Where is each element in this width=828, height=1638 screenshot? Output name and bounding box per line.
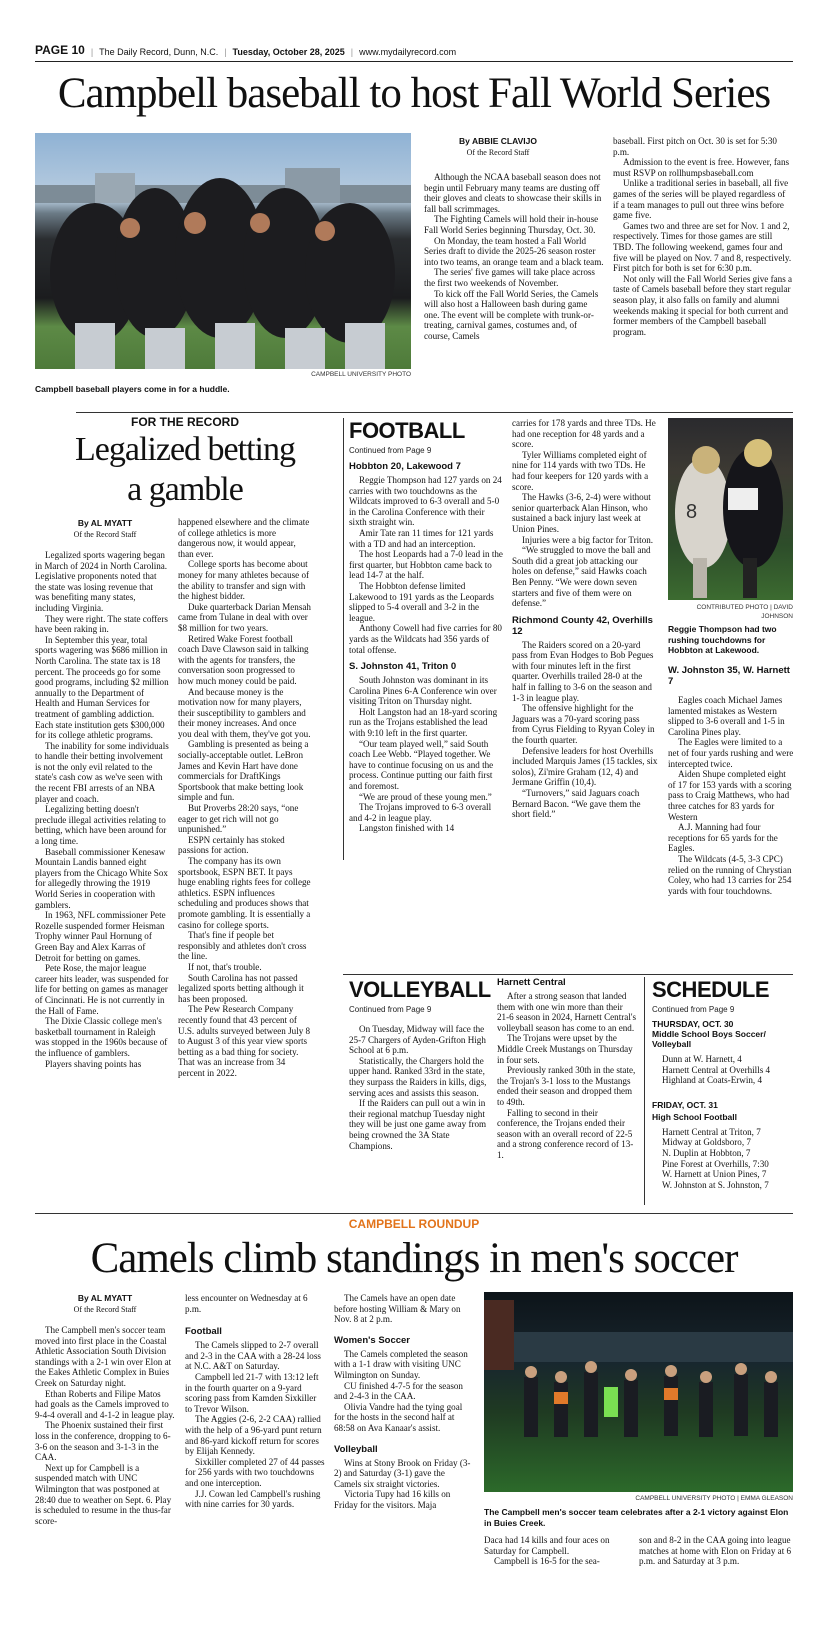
- schedule-game: W. Harnett at Union Pines, 7: [662, 1169, 767, 1180]
- volleyball-harnett-head: Harnett Central: [497, 977, 566, 988]
- betting-headline-line1: Legalized betting: [75, 431, 295, 468]
- schedule-game: Harnett Central at Triton, 7: [662, 1126, 761, 1137]
- divider: [76, 412, 793, 413]
- svg-text:8: 8: [686, 501, 698, 523]
- soccer-football-head: Football: [185, 1326, 222, 1338]
- football-photo-credit: CONTRIBUTED PHOTO | DAVID JOHNSON: [696, 604, 793, 620]
- betting-col1: Legalized sports wagering began in March of 2024 in North Carolina. Legislative proponents noted that the state was losing revenue that was benefiting many states, including Virginia. They were right. The state coffers have been raking in. In September this year, total sports wagering was $686 million in North Carolina. The state tax is 18 percent. The proceeds go for some good programs, including $2 million annually to the Department of Health and Human Services for treatment of gambling addiction. Each state institution gets $300,000 for its college athletic programs. The inability for some individuals to handle their betting involvement is not the only evil related to the state's cash cow as we've seen with the recent FBI arrests of an NBA player and coach. Legalizing betting doesn't preclude illegal activities relating to betting, which have been around for a long time. Baseball commissioner Kenesaw Mountain Landis banned eight players from the Chicago White Sox for allegedly throwing the 1919 World Series in cooperation with gamblers. In 1963, NFL commissioner Pete Rozelle suspended former Heisman Trophy winner Paul Hornung of Green Bay and Alex Karras of Detroit for betting on games. Pete Rose, the major league career hits leader, was suspended for life for betting on games as manager of Cincinnati. He is not currently in the Hall of Fame. The Dixie Classic college men's basketball tournament in Raleigh was stopped in the 1960s because of the influence of gamblers. Players shaving points has: [35, 550, 169, 1069]
- football-continued: Continued from Page 9: [349, 446, 432, 455]
- soccer-col4: Daca had 14 kills and four aces on Saturday for Campbell. Campbell is 16-5 for the sea-: [484, 1535, 610, 1567]
- baseball-staff: Of the Record Staff: [466, 148, 530, 157]
- football-game-richmond: Richmond County 42, Overhills 12: [512, 614, 653, 637]
- soccer-celebration-image: [484, 1292, 793, 1492]
- soccer-photo: [484, 1292, 793, 1492]
- football-game-sjohnston: S. Johnston 41, Triton 0: [349, 661, 457, 673]
- divider: [343, 974, 793, 975]
- schedule-section-title: SCHEDULE: [652, 977, 770, 1002]
- football-section-title: FOOTBALL: [349, 418, 465, 443]
- schedule-game: Midway at Goldsboro, 7: [662, 1137, 751, 1148]
- soccer-byline: By AL MYATT Of the Record Staff: [35, 1293, 175, 1315]
- schedule-day1: THURSDAY, OCT. 30: [652, 1019, 734, 1029]
- soccer-womens-head: Women's Soccer: [334, 1334, 410, 1346]
- schedule-event1: Middle School Boys Soccer/ Volleyball: [652, 1029, 766, 1049]
- schedule-continued: Continued from Page 9: [652, 1005, 735, 1014]
- divider: [343, 418, 344, 860]
- schedule-game: Dunn at W. Harnett, 4: [662, 1054, 742, 1064]
- schedule: [652, 977, 795, 1190]
- schedule-event2: High School Football: [652, 1111, 737, 1122]
- soccer-photo-credit: CAMPBELL UNIVERSITY PHOTO | EMMA GLEASON: [635, 1495, 793, 1502]
- volleyball-col2: Harnett Central After a strong season that landed them with one win more than their 21-6 season in 2024, Harnett Central's volleyball season has come to an end. The Trojans were upset by the Middle Creek Mustangs on Thursday in four sets. Previously ranked 30th in the state, the Trojan's 3-1 loss to the Mustangs ended their season and dropped them to 49th. Falling to second in their conference, the Trojans ended their season with an overall record of 22-5 and a strong conference record of 13-1.: [497, 977, 637, 1160]
- football-action-image: [668, 418, 793, 600]
- betting-headline-line2: a gamble: [127, 471, 243, 508]
- paper-url[interactable]: www.mydailyrecord.com: [359, 47, 457, 57]
- baseball-col2: baseball. First pitch on Oct. 30 is set for 5:30 p.m. Admission to the event is free. However, fans must RSVP on rollhumpsbaseball.com Unlike a traditional series in baseball, all five games of the series will be played regardless of if a team manages to pull out three wins before game five. Games two and three are set for Nov. 1 and 2, respectively. Times for those games are still TBD. The following weekend, games four and five will be played on Nov. 7 and 8, respectively. First pitch for both is set for 6:30 p.m. Not only will the Fall World Series give fans a taste of Camels baseball before they start regular season play, it also falls on family and alumni weekends making it special for both current and former members of the Campbell baseball program.: [613, 136, 793, 337]
- schedule-game: Harnett Central at Overhills 4: [662, 1064, 771, 1075]
- soccer-headline: Camels climb standings in men's soccer: [90, 1235, 738, 1282]
- paper-name: The Daily Record, Dunn, N.C.: [99, 47, 219, 57]
- baseball-col1: Although the NCAA baseball season does not begin until February many teams are dusting off their gloves and cleats to showcase their skills in fall ball scrimmages. The Fighting Camels will hold their in-house Fall World Series beginning Thursday, Oct. 30. On Monday, the team hosted a Fall World Series draft to divide the 2025-26 season roster into two teams, an orange team and a black team. The series' five games will take place across the first two weekends of November. To kick off the Fall World Series, the Camels will also host a Halloween bash during game one. The event will be complete with trunk-or-treating, carnival games, costumes and, of course, Camels: [424, 172, 604, 341]
- soccer-volleyball-head: Volleyball: [334, 1443, 378, 1455]
- football-caption: Reggie Thompson had two rushing touchdowns for Hobbton at Lakewood.: [668, 624, 777, 655]
- page-number: PAGE 10: [35, 43, 85, 57]
- schedule-game: W. Johnston at S. Johnston, 7: [662, 1179, 769, 1190]
- baseball-huddle-photo: [35, 133, 411, 369]
- soccer-col1: The Campbell men's soccer team moved into first place in the Coastal Athletic Association South Division standings with a 2-1 win over Elon at the Eakes Athletic Complex in Buies Creek on Saturday night. Ethan Roberts and Filipe Matos had goals as the Camels improved to 9-4-4 overall and 4-1-2 in league play. The Phoenix sustained their first loss in the conference, dropping to 6-3-6 on the season and 3-1-3 in the CAA. Next up for Campbell is a suspended match with UNC Wilmington that was postponed at 28:40 due to weather on Sept. 6. Play is scheduled to resume in the thus-far score-: [35, 1325, 175, 1526]
- soccer-kicker: CAMPBELL ROUNDUP: [348, 1217, 480, 1231]
- football-col3: W. Johnston 35, W. Harnett 7 Eagles coach Michael James lamented mistakes as Western slipped to 3-6 overall and 1-5 in Carolina Pines play. The Eagles were limited to a net of four yards rushing and were intercepted twice. Aiden Shupe completed eight of 17 for 153 yards with a scoring pass to Craig Matthews, who had three catches for 83 yards for Western A.J. Manning had four receptions for 65 yards for the Eagles. The Wildcats (4-5, 3-3 CPC) relied on the running of Chrystian Coley, who had 13 carries for 254 yards with four touchdowns.: [668, 665, 794, 896]
- football-photo: [668, 418, 793, 600]
- betting-byline: By AL MYATT Of the Record Staff: [35, 518, 175, 540]
- baseball-headline: Campbell baseball to host Fall World Series: [57, 70, 771, 117]
- football-col2: carries for 178 yards and three TDs. He had one reception for 48 yards and a score. Tyler Williams completed eight of nine for 114 yards with two TDs. He had four keepers for 120 yards with a score. The Hawks (3-6, 2-4) were without senior quarterback Alan Hinson, who sustained a back injury last week at Union Pines. Injuries were a big factor for Triton. “We struggled to move the ball and South did a great job attacking our holes on defense,” said Hawks coach Ben Penny. “We were down seven starters and five of them were on defense.” Richmond County 42, Overhills 12 The Raiders scored on a 20-yard pass from Evan Hodges to Bob Pegues with four minutes left in the first quarter. Overhills trailed 28-0 at the half in falling to 3-6 on the season and 1-3 in league play. The offensive highlight for the Jaguars was a 70-yard scoring pass from Cyrus Fielding to Ryyan Coley in the fourth quarter. Defensive leaders for host Overhills included Marquis James (15 tackles, six solos), Zi'mire Graham (12, 4) and Jermane Griffin (10,4). “Turnovers,” said Jaguars coach Bernard Bacon. “We gave them the short field.”: [512, 418, 658, 820]
- baseball-huddle-image: [35, 133, 411, 369]
- issue-date: Tuesday, October 28, 2025: [232, 47, 345, 57]
- betting-kicker: FOR THE RECORD: [131, 415, 239, 429]
- baseball-byline: By ABBIE CLAVIJO Of the Record Staff: [408, 136, 588, 158]
- divider: [644, 977, 645, 1205]
- soccer-col3: The Camels have an open date before hosting William & Mary on Nov. 8 at 2 p.m. Women's Soccer The Camels completed the season with a 1-1 draw with visiting UNC Wilmington on Sunday. CU finished 4-7-5 for the season and 2-4-3 in the CAA. Olivia Vandre had the tying goal for the hosts in the second half at 68:58 on Ava Kanaar's assist. Volleyball Wins at Stony Brook on Friday (3-2) and Saturday (3-1) gave the Camels six straight victories. Victoria Tupy had 16 kills on Friday for the visitors. Maja: [334, 1293, 474, 1511]
- betting-staff: Of the Record Staff: [73, 530, 137, 539]
- volleyball-section-title: VOLLEYBALL: [349, 977, 491, 1002]
- page-header: PAGE 10 | The Daily Record, Dunn, N.C. | Tuesday, October 28, 2025 | www.mydailyrecord.com: [35, 42, 793, 62]
- baseball-photo-credit: CAMPBELL UNIVERSITY PHOTO: [311, 371, 411, 378]
- soccer-staff: Of the Record Staff: [73, 1305, 137, 1314]
- football-col1: FOOTBALL Continued from Page 9 Hobbton 20, Lakewood 7 Reggie Thompson had 127 yards on 24 carries with two touchdowns as the Wildcats improved to 6-3 overall and 5-0 in the Carolina Conference with their sixth straight win. Amir Tate ran 11 times for 121 yards with a TD and had an interception. The host Leopards had a 7-0 lead in the first quarter, but Hobbton came back to lead 14-7 at the half. The Hobbton defense limited Lakewood to 191 yards as the Leopards slipped to 5-4 overall and 3-2 in the league. Anthony Cowell had five carries for 80 yards as the Wildcats had 356 yards of total offense. S. Johnston 41, Triton 0 South Johnston was dominant in its Carolina Pines 6-A Conference win over visiting Triton on Thursday night. Holt Langston had an 18-yard scoring run as the Trojans established the lead with 9:10 left in the first quarter. “Our team played well,” said South coach Lee Webb. “Played together. We have to continue focusing on us and the process. Continue putting our faith first and foremost. “We are proud of these young men.” The Trojans improved to 6-3 overall and 4-2 in league play. Langston finished with 14: [349, 418, 503, 834]
- schedule-day2: FRIDAY, OCT. 31: [652, 1099, 718, 1110]
- schedule-game: Pine Forest at Overhills, 7:30: [662, 1158, 769, 1169]
- football-game-hobbton: Hobbton 20, Lakewood 7: [349, 461, 461, 472]
- soccer-caption: The Campbell men's soccer team celebrates after a 2-1 victory against Elon in Buies Creek.: [484, 1507, 789, 1528]
- volleyball-col1: VOLLEYBALL Continued from Page 9 On Tuesday, Midway will face the 25-7 Chargers of Ayden-Grifton High School at 6 p.m. Statistically, the Chargers hold the upper hand. Ranked 33rd in the state, they surpass the Raiders in kills, digs, serving aces and assists this season. If the Raiders can pull out a win in their regional matchup Tuesday night they will be just one game away from being crowned the 3A State Champions.: [349, 977, 491, 1151]
- soccer-col5: son and 8-2 in the CAA going into league matches at home with Elon on Friday at 6 p.m. and Saturday at 3 p.m.: [639, 1535, 792, 1567]
- betting-col2: happened elsewhere and the climate of college athletics is more dangerous now, it would appear, than ever. College sports has become about money for many athletes because of the ability to transfer and sign with the highest bidder. Duke quarterback Darian Mensah came from Tulane in deal with over $8 million for two years. Retired Wake Forest football coach Dave Clawson said in talking with the agents for transfers, the conversation soon progressed to how much money could be paid. And because money is the motivation now for many players, their susceptibility to gamblers and their money increases. And once you deal with them, they've got you. Gambling is presented as being a socially-acceptable outlet. LeBron James and Kevin Hart have done commercials for DraftKings Sportsbook that make betting look simple and fun. But Proverbs 28:20 says, “one eager to get rich will not go unpunished.” ESPN certainly has stoked passions for action. The company has its own sportsbook, ESPN BET. It pays huge enabling rights fees for college athletics. ESPN influences scheduling and produces shows that promote gambling. It is essentially a casino for college sports. That's fine if people bet responsibly and athletes don't cross the line. If not, that's trouble. South Carolina has not passed legalized sports betting although it has been proposed. The Pew Research Company recently found that 43 percent of U.S. adults surveyed between July 8 to August 3 of this year view sports betting as a bad thing for society. That was an increase from 34 percent in 2022.: [178, 517, 311, 1078]
- baseball-caption: Campbell baseball players come in for a huddle.: [35, 384, 230, 394]
- schedule-game: N. Duplin at Hobbton, 7: [662, 1147, 751, 1158]
- football-game-wjohnston: W. Johnston 35, W. Harnett 7: [668, 665, 790, 687]
- soccer-col2: less encounter on Wednesday at 6 p.m. Football The Camels slipped to 2-7 overall and 2-3 in the CAA with a 28-24 loss at N.C. A&T on Saturday. Campbell led 21-7 with 13:12 left in the fourth quarter on a 9-yard scoring pass from Kamden Sixkiller to Trevor Wilson. The Aggies (2-6, 2-2 CAA) rallied with the help of a 96-yard punt return and 86-yard kickoff return for scores by Elijah Kennedy. Sixkiller completed 27 of 44 passes for 256 yards with two touchdowns and one interception. J.J. Cowan led Campbell's rushing with nine carries for 30 yards.: [185, 1293, 325, 1510]
- volleyball-continued: Continued from Page 9: [349, 1005, 432, 1014]
- divider: [35, 1213, 793, 1214]
- schedule-game: Highland at Coats-Erwin, 4: [662, 1075, 763, 1086]
